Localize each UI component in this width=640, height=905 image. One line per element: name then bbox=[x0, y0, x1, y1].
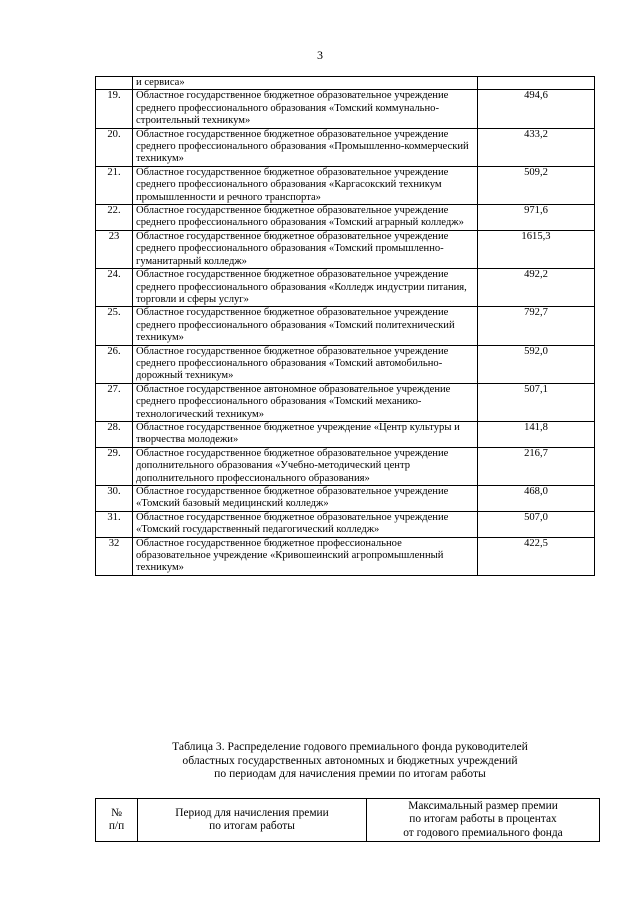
table-row bbox=[96, 486, 595, 512]
header-max-line: от годового премиального фонда bbox=[403, 826, 563, 839]
table-row bbox=[96, 230, 595, 268]
table3-header-row bbox=[96, 799, 600, 842]
allocation-table bbox=[95, 76, 595, 576]
row-number: 23 bbox=[96, 230, 133, 268]
row-number: 21. bbox=[96, 166, 133, 204]
fund-value bbox=[478, 77, 595, 90]
table-row bbox=[96, 307, 595, 345]
row-number: 31. bbox=[96, 511, 133, 537]
table3 bbox=[95, 798, 600, 842]
row-number: 20. bbox=[96, 128, 133, 166]
institution-name: Областное государственное бюджетное образовательное учреждение «Томский государственный педагогический колледж» bbox=[133, 511, 478, 537]
table-row bbox=[96, 537, 595, 575]
fund-value: 792,7 bbox=[478, 307, 595, 345]
table3-caption bbox=[100, 740, 600, 781]
table-row bbox=[96, 345, 595, 383]
fund-value: 507,1 bbox=[478, 383, 595, 421]
row-number: 27. bbox=[96, 383, 133, 421]
fund-value: 971,6 bbox=[478, 205, 595, 231]
institution-name: Областное государственное автономное образовательное учреждение среднего профессионального образования «Томский механико-технологический техникум» bbox=[133, 383, 478, 421]
table-row bbox=[96, 128, 595, 166]
institution-name: Областное государственное бюджетное образовательное учреждение среднего профессионального образования «Томский промышленно-гуманитарный колледж» bbox=[133, 230, 478, 268]
table-row bbox=[96, 511, 595, 537]
row-number: 22. bbox=[96, 205, 133, 231]
row-number: 26. bbox=[96, 345, 133, 383]
caption-line: по периодам для начисления премии по итогам работы bbox=[214, 767, 486, 781]
header-max-line: Максимальный размер премии bbox=[408, 800, 558, 812]
institution-name: Областное государственное бюджетное учреждение «Центр культуры и творчества молодежи» bbox=[133, 421, 478, 447]
table-row bbox=[96, 269, 595, 307]
table-row bbox=[96, 205, 595, 231]
institution-name: Областное государственное бюджетное профессиональное образовательное учреждение «Кривошеинский агропромышленный техникум» bbox=[133, 537, 478, 575]
page-number: 3 bbox=[317, 48, 323, 62]
header-num-line: п/п bbox=[108, 820, 125, 833]
institution-name: Областное государственное бюджетное образовательное учреждение «Томский базовый медицинский колледж» bbox=[133, 486, 478, 512]
institution-name: и сервиса» bbox=[133, 77, 478, 90]
row-number bbox=[96, 77, 133, 90]
table-row bbox=[96, 166, 595, 204]
institution-name: Областное государственное бюджетное образовательное учреждение среднего профессионального образования «Томский коммунально-строительный техникум» bbox=[133, 90, 478, 128]
header-max-line: по итогам работы в процентах bbox=[409, 813, 557, 826]
table-row bbox=[96, 90, 595, 128]
table-row bbox=[96, 421, 595, 447]
fund-value: 592,0 bbox=[478, 345, 595, 383]
institution-name: Областное государственное бюджетное образовательное учреждение среднего профессионального образования «Томский аграрный колледж» bbox=[133, 205, 478, 231]
header-period-line: по итогам работы bbox=[209, 820, 295, 833]
row-number: 28. bbox=[96, 421, 133, 447]
fund-value: 141,8 bbox=[478, 421, 595, 447]
row-number: 30. bbox=[96, 486, 133, 512]
institution-name: Областное государственное бюджетное образовательное учреждение среднего профессионального образования «Каргасокский техникум промышленности и речного транспорта» bbox=[133, 166, 478, 204]
caption-line: Таблица 3. Распределение годового премиального фонда руководителей bbox=[172, 740, 528, 753]
table-row bbox=[96, 447, 595, 485]
fund-value: 468,0 bbox=[478, 486, 595, 512]
fund-value: 494,6 bbox=[478, 90, 595, 128]
header-num-line: № bbox=[111, 806, 122, 819]
fund-value: 492,2 bbox=[478, 269, 595, 307]
fund-value: 507,0 bbox=[478, 511, 595, 537]
table-row bbox=[96, 383, 595, 421]
fund-value: 509,2 bbox=[478, 166, 595, 204]
caption-line: областных государственных автономных и бюджетных учреждений bbox=[182, 753, 518, 767]
row-number: 25. bbox=[96, 307, 133, 345]
header-num bbox=[96, 799, 138, 842]
fund-value: 422,5 bbox=[478, 537, 595, 575]
fund-value: 1615,3 bbox=[478, 230, 595, 268]
institution-name: Областное государственное бюджетное образовательное учреждение среднего профессионального образования «Промышленно-коммерческий техникум» bbox=[133, 128, 478, 166]
fund-value: 433,2 bbox=[478, 128, 595, 166]
row-number: 32 bbox=[96, 537, 133, 575]
institution-name: Областное государственное бюджетное образовательное учреждение среднего профессионального образования «Томский автомобильно-дорожный техникум» bbox=[133, 345, 478, 383]
row-number: 19. bbox=[96, 90, 133, 128]
institution-name: Областное государственное бюджетное образовательное учреждение среднего профессионального образования «Томский политехнический техникум» bbox=[133, 307, 478, 345]
row-number: 24. bbox=[96, 269, 133, 307]
header-max-premium bbox=[367, 799, 600, 842]
fund-value: 216,7 bbox=[478, 447, 595, 485]
row-number: 29. bbox=[96, 447, 133, 485]
header-period-line: Период для начисления премии bbox=[175, 806, 329, 819]
institution-name: Областное государственное бюджетное образовательное учреждение дополнительного образования «Учебно-методический центр дополнительного профессионального образования» bbox=[133, 447, 478, 485]
header-period bbox=[138, 799, 367, 842]
table-row bbox=[96, 77, 595, 90]
institution-name: Областное государственное бюджетное образовательное учреждение среднего профессионального образования «Колледж индустрии питания, торговли и сферы услуг» bbox=[133, 269, 478, 307]
